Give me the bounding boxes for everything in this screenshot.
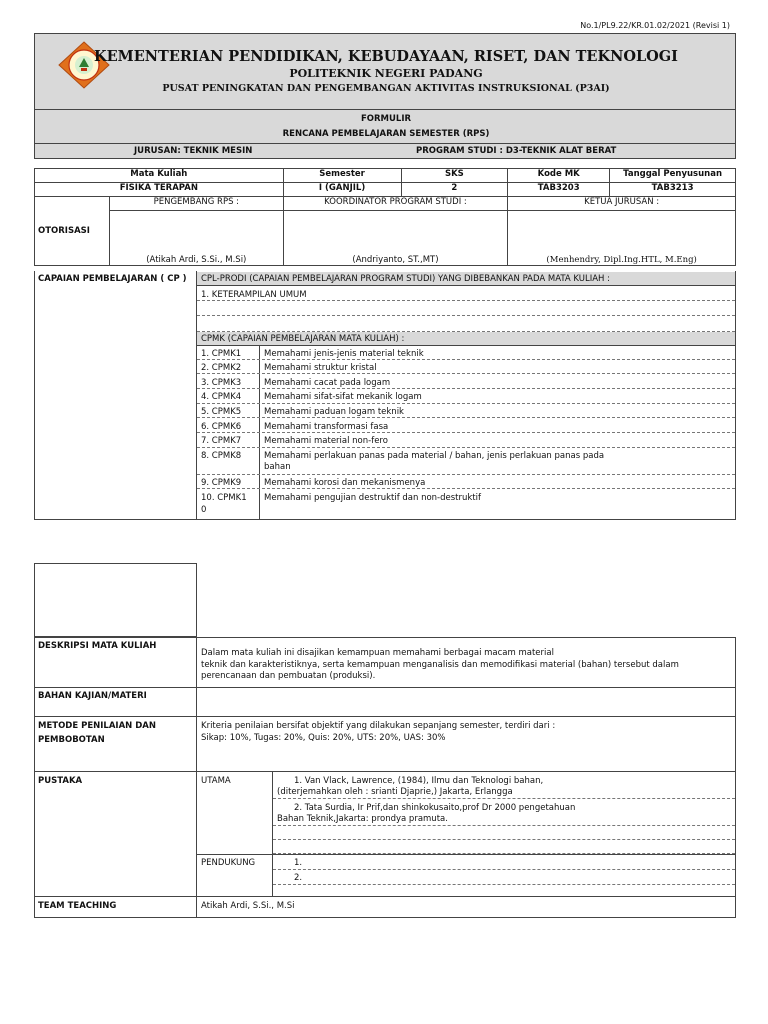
cpl-item: 1. KETERAMPILAN UMUM (201, 290, 307, 300)
header-sks: SKS (401, 169, 508, 183)
utama-row (273, 840, 735, 854)
institution-name: POLITEKNIK NEGERI PADANG (289, 67, 483, 80)
cpmk-text: Memahami korosi dan mekanismenya (264, 478, 426, 488)
utama-ref: 2. Tata Surdia, Ir Prif,dan shinkokusaito,prof Dr 2000 pengetahuan (294, 803, 576, 813)
utama-ref-cont: Bahan Teknik,Jakarta: prondya pramuta. (277, 814, 448, 824)
utama-ref: 1. Van Vlack, Lawrence, (1984), Ilmu dan Teknologi bahan, (294, 776, 544, 786)
value-mata-kuliah: FISIKA TERAPAN (35, 183, 284, 197)
cpmk-text: Memahami material non-fero (264, 436, 388, 446)
metode-line: Sikap: 10%, Tugas: 20%, Quis: 20%, UTS: 20%, UAS: 30% (201, 733, 446, 743)
header-semester: Semester (283, 169, 401, 183)
divider (196, 563, 197, 637)
team-teaching-value: Atikah Ardi, S.Si., M.Si (201, 901, 295, 911)
utama-ref-cont: (diterjemahkan oleh : srianti Djaprie,) Jakarta, Erlangga (277, 787, 513, 797)
cpmk-code: 3. CPMK3 (201, 378, 242, 388)
role-koordinator: KOORDINATOR PROGRAM STUDI : (283, 197, 508, 211)
course-info-table (34, 168, 736, 266)
cpmk-code: 2. CPMK2 (201, 363, 242, 373)
cpmk-text: Memahami cacat pada logam (264, 378, 391, 388)
cpl-empty-row (197, 316, 735, 332)
deskripsi-label: DESKRIPSI MATA KULIAH (38, 641, 157, 651)
form-title: FORMULIR (360, 114, 412, 124)
ministry-name: KEMENTERIAN PENDIDIKAN, KEBUDAYAAN, RISET, DAN TEKNOLOGI (94, 48, 678, 65)
pustaka-label: PUSTAKA (38, 776, 83, 786)
metode-line: Kriteria penilaian bersifat objektif yang dilakukan sepanjang semester, terdiri dari : (201, 721, 556, 731)
metode-label-cont: PEMBOBOTAN (38, 735, 105, 745)
utama-row (273, 826, 735, 840)
cpl-empty-row (197, 301, 735, 316)
pendukung-ref: 1. (294, 858, 303, 868)
pendukung-label: PENDUKUNG (201, 858, 256, 868)
cpmk-code: 8. CPMK8 (201, 451, 242, 461)
value-sks: 2 (401, 183, 508, 197)
pendukung-row (273, 855, 735, 870)
cpl-header: CPL-PRODI (CAPAIAN PEMBELAJARAN PROGRAM STUDI) YANG DIBEBANKAN PADA MATA KULIAH : (201, 274, 611, 284)
cpmk-text-cont: bahan (264, 462, 291, 472)
letterhead (34, 33, 736, 110)
pendukung-ref: 2. (294, 873, 303, 883)
team-teaching-label: TEAM TEACHING (38, 901, 117, 911)
bahan-kajian-label: BAHAN KAJIAN/MATERI (38, 691, 147, 701)
form-title-box (34, 110, 736, 144)
value-kode-mk: TAB3203 (508, 183, 610, 197)
pendukung-row (273, 870, 735, 885)
cpmk-text: Memahami paduan logam teknik (264, 407, 404, 417)
cpmk-code: 4. CPMK4 (201, 392, 242, 402)
cpmk-text: Memahami sifat-sifat mekanik logam (264, 392, 422, 402)
utama-label: UTAMA (201, 776, 231, 786)
cpmk-text: Memahami transformasi fasa (264, 422, 389, 432)
cpmk-header: CPMK (CAPAIAN PEMBELAJARAN MATA KULIAH) : (201, 334, 405, 344)
cpmk-code: 5. CPMK5 (201, 407, 242, 417)
deskripsi-line: teknik dan karakteristiknya, serta kemampuan menganalisis dan memodifikasi material (bahan) tersebut dalam (201, 660, 679, 670)
header-kode-mk: Kode MK (508, 169, 610, 183)
deskripsi-line: Dalam mata kuliah ini disajikan kemampuan memahami berbagai macam material (201, 648, 554, 658)
cpmk-code: 6. CPMK6 (201, 422, 242, 432)
unit-name: PUSAT PENINGKATAN DAN PENGEMBANGAN AKTIVITAS INSTRUKSIONAL (P3AI) (162, 83, 610, 94)
value-tanggal: TAB3213 (610, 183, 736, 197)
role-ketua: KETUA JURUSAN : (508, 197, 736, 211)
cpmk-text: Memahami struktur kristal (264, 363, 377, 373)
form-subtitle: RENCANA PEMBELAJARAN SEMESTER (RPS) (282, 129, 490, 139)
blank-cell (34, 563, 197, 637)
metode-label: METODE PENILAIAN DAN (38, 721, 156, 731)
cpmk-code: 7. CPMK7 (201, 436, 242, 446)
cpmk-code: 10. CPMK1 (201, 493, 247, 503)
document-number: No.1/PL9.22/KR.01.02/2021 (Revisi 1) (580, 21, 730, 30)
cp-label: CAPAIAN PEMBELAJARAN ( CP ) (38, 274, 187, 284)
header-mata-kuliah: Mata Kuliah (35, 169, 284, 183)
cpmk-text: Memahami pengujian destruktif dan non-destruktif (264, 493, 481, 503)
program-bar (34, 144, 736, 159)
cpmk-code: 1. CPMK1 (201, 349, 242, 359)
name-pengembang: (Atikah Ardi, S.Si., M.Si) (109, 211, 283, 266)
team-teaching-section (34, 896, 736, 918)
value-semester: I (GANJIL) (283, 183, 401, 197)
name-ketua: (Menhendry, Dipl.Ing.HTL, M.Eng) (508, 211, 736, 266)
otorisasi-label: OTORISASI (35, 197, 110, 266)
header-tanggal: Tanggal Penyusunan (610, 169, 736, 183)
prodi-label: PROGRAM STUDI : D3-TEKNIK ALAT BERAT (416, 146, 617, 156)
role-pengembang: PENGEMBANG RPS : (109, 197, 283, 211)
jurusan-label: JURUSAN: TEKNIK MESIN (134, 146, 253, 156)
cpmk-text: Memahami perlakuan panas pada material / bahan, jenis perlakuan panas pada (264, 451, 605, 461)
cpmk-code-cont: 0 (201, 505, 207, 515)
cpmk-text: Memahami jenis-jenis material teknik (264, 349, 424, 359)
deskripsi-line: perencanaan dan pembuatan (produksi). (201, 671, 376, 681)
name-koordinator: (Andriyanto, ST.,MT) (283, 211, 508, 266)
cpmk-code: 9. CPMK9 (201, 478, 242, 488)
